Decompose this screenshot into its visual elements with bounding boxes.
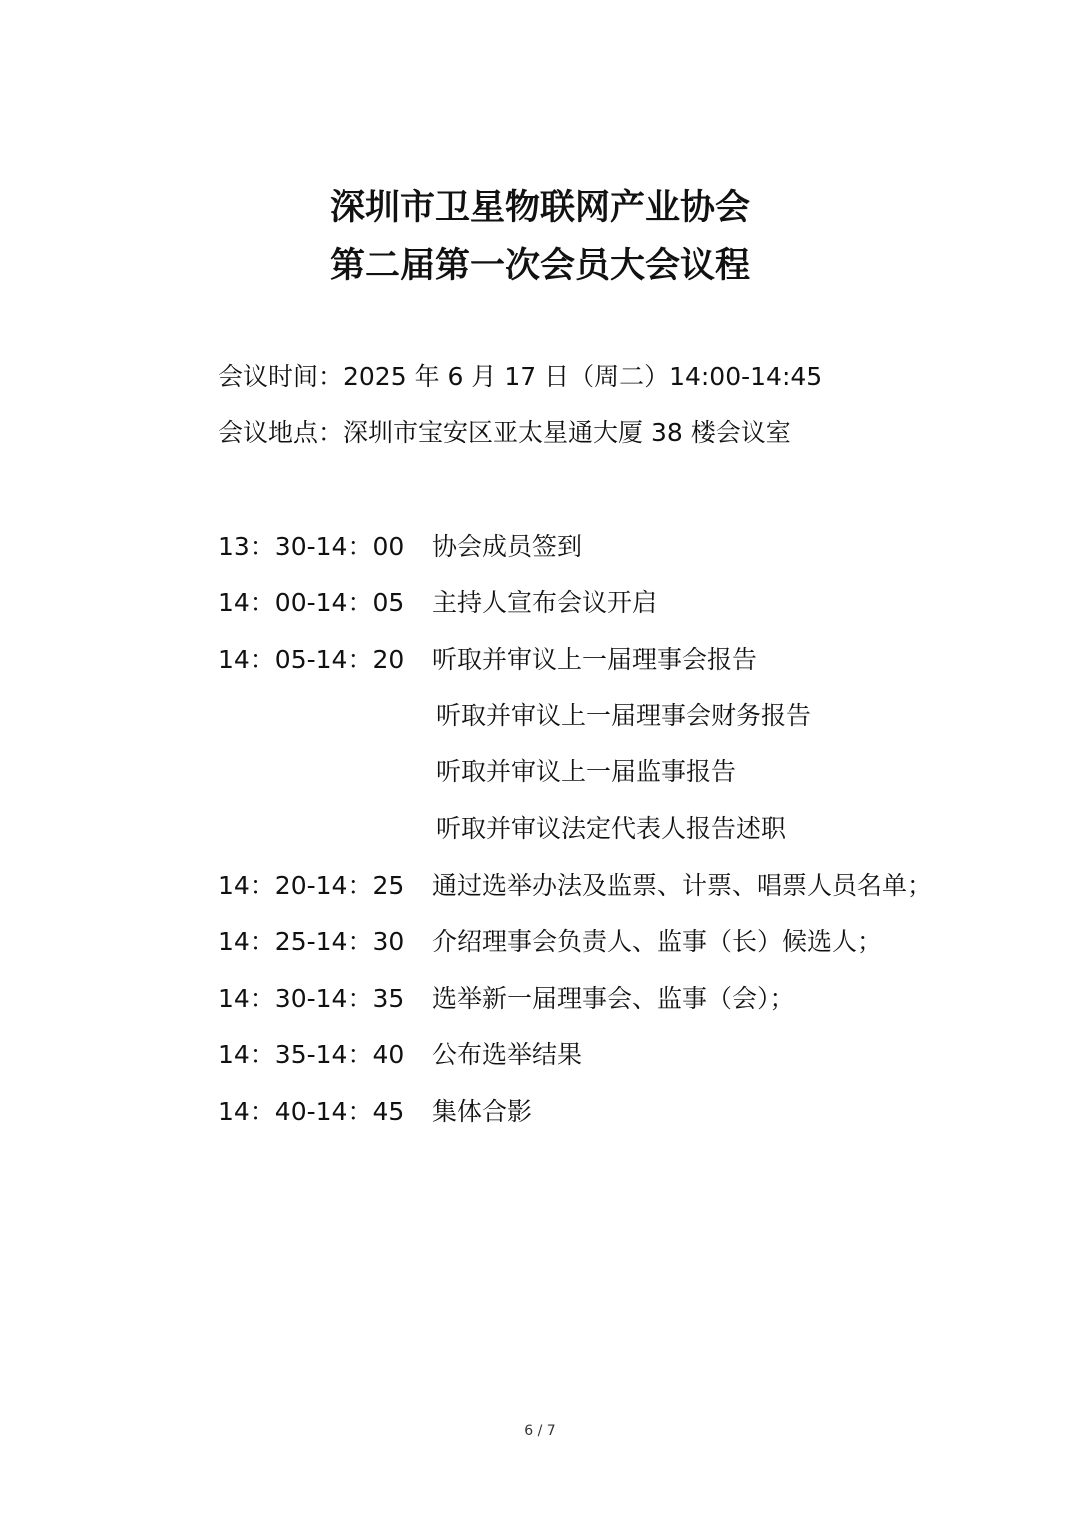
page-number: 6 / 7 — [524, 1423, 556, 1439]
agenda-row — [218, 1035, 1018, 1075]
agenda-item: 主持人宣布会议开启 — [432, 588, 658, 617]
agenda-item: 公布选举结果 — [432, 1040, 583, 1069]
agenda-item: 听取并审议法定代表人报告述职 — [436, 814, 787, 843]
agenda-row — [218, 527, 1018, 567]
agenda-row — [218, 696, 1018, 736]
agenda-time: 14：00-14：05 — [218, 588, 405, 617]
meeting-time: 会议时间：2025 年 6 月 17 日（周二）14:00-14:45 — [218, 362, 823, 391]
agenda-item: 介绍理事会负责人、监事（长）候选人； — [432, 927, 883, 956]
agenda-item: 听取并审议上一届监事报告 — [436, 757, 737, 786]
agenda-time: 14：40-14：45 — [218, 1097, 405, 1126]
agenda-item: 听取并审议上一届理事会报告 — [432, 645, 758, 674]
agenda-item: 选举新一届理事会、监事（会）； — [432, 984, 795, 1013]
agenda-row — [218, 866, 1018, 906]
agenda-row — [218, 752, 1018, 792]
agenda-item: 协会成员签到 — [432, 532, 583, 561]
agenda-row — [218, 583, 1018, 623]
agenda-row — [218, 1092, 1018, 1132]
agenda-time: 13：30-14：00 — [218, 532, 405, 561]
agenda-row — [218, 979, 1018, 1019]
agenda-time: 14：30-14：35 — [218, 984, 405, 1013]
agenda-time: 14：25-14：30 — [218, 927, 405, 956]
document-title-line-1: 深圳市卫星物联网产业协会 — [329, 188, 750, 228]
agenda-item: 集体合影 — [432, 1097, 533, 1126]
document-title-line-2: 第二届第一次会员大会议程 — [329, 246, 750, 286]
meeting-place: 会议地点：深圳市宝安区亚太星通大厦 38 楼会议室 — [218, 418, 791, 447]
agenda-item: 听取并审议上一届理事会财务报告 — [436, 701, 812, 730]
agenda-time: 14：35-14：40 — [218, 1040, 405, 1069]
agenda-time: 14：20-14：25 — [218, 871, 405, 900]
agenda-row — [218, 922, 1018, 962]
agenda-row — [218, 640, 1018, 680]
agenda-row — [218, 809, 1018, 849]
agenda-time: 14：05-14：20 — [218, 645, 405, 674]
agenda-item: 通过选举办法及监票、计票、唱票人员名单； — [432, 871, 933, 900]
